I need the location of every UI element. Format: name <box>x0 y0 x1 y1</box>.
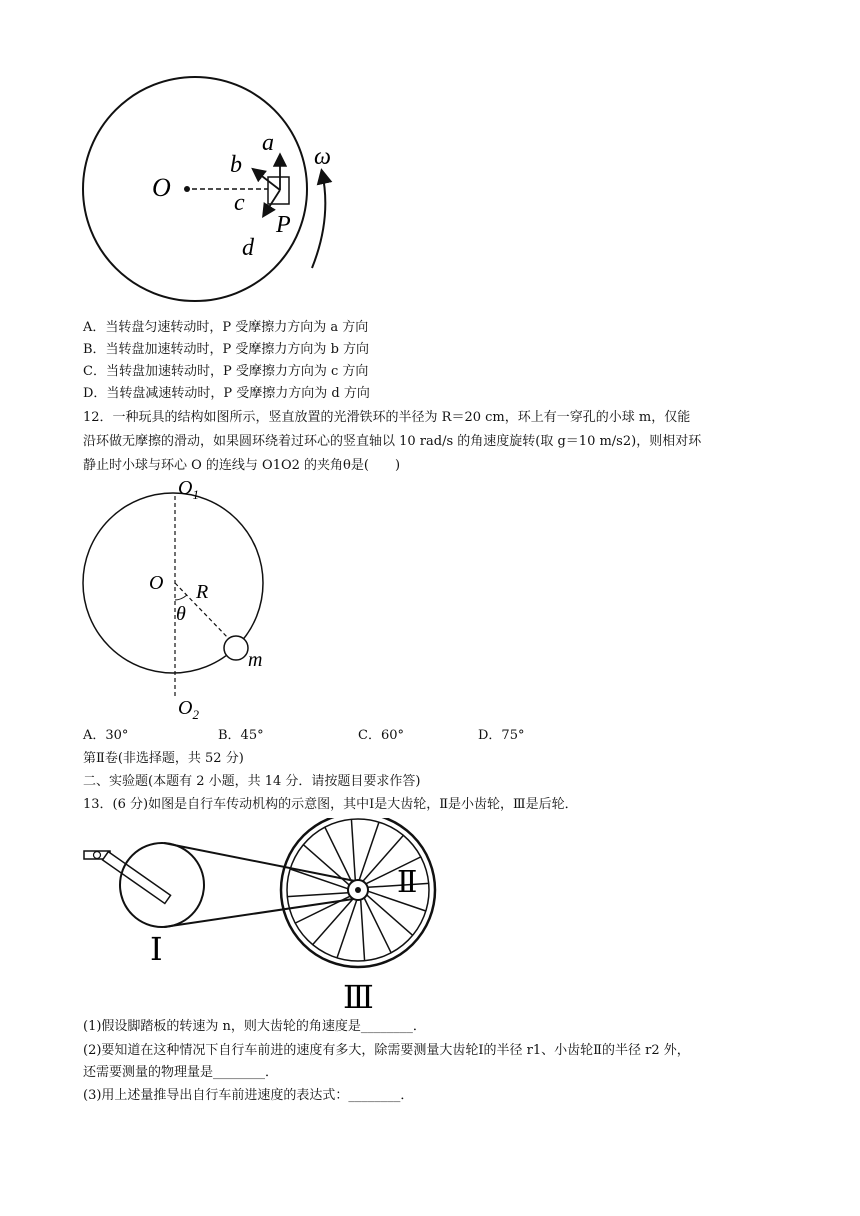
label-omega: ω <box>314 144 331 170</box>
label-p: P <box>276 212 291 238</box>
crank-arm <box>103 852 171 904</box>
wheel-spoke <box>303 845 349 885</box>
label-c: c <box>234 190 245 216</box>
chain-top <box>164 843 360 882</box>
q13-item-2a: (2)要知道在这种情况下自行车前进的速度有多大，除需要测量大齿轮Ⅰ的半径 r1、小齿轮Ⅱ的半径 r2 外， <box>83 1043 690 1058</box>
wheel-spoke <box>313 899 353 945</box>
bicycle-drive-figure <box>80 818 460 1018</box>
q11-option-c: C．当转盘加速转动时，P 受摩擦力方向为 c 方向 <box>83 364 369 379</box>
omega-arc <box>312 172 325 268</box>
q12-line-2: 沿环做无摩擦的滑动，如果圆环绕着过环心的竖直轴以 10 rad/s 的角速度旋转(取 g＝10 m/s2)，则相对环 <box>83 434 702 449</box>
label-gear-2: Ⅱ <box>397 866 418 899</box>
wheel-spoke <box>361 900 365 961</box>
q12-option-a: A．30° <box>83 728 129 743</box>
q11-option-b: B．当转盘加速转动时，P 受摩擦力方向为 b 方向 <box>83 342 370 357</box>
q12-option-c: C．60° <box>358 728 404 743</box>
label-d: d <box>242 235 254 261</box>
label-o2: $O_2$ <box>178 697 199 722</box>
big-gear <box>120 843 204 927</box>
label-wheel-3: Ⅲ <box>343 979 374 1015</box>
q13-intro: 13．(6 分)如图是自行车传动机构的示意图，其中Ⅰ是大齿轮，Ⅱ是小齿轮，Ⅲ是后轮． <box>83 797 578 812</box>
q13-item-1: (1)假设脚踏板的转速为 n，则大齿轮的角速度是________． <box>83 1019 426 1034</box>
q11-option-d: D．当转盘减速转动时，P 受摩擦力方向为 d 方向 <box>83 386 370 401</box>
q13-item-2b: 还需要测量的物理量是________． <box>83 1065 279 1080</box>
theta-arc <box>175 595 187 600</box>
section-heading: 二、实验题(本题有 2 小题，共 14 分．请按题目要求作答) <box>83 774 421 789</box>
q12-line-1: 12．一种玩具的结构如图所示，竖直放置的光滑铁环的半径为 R＝20 cm，环上有一穿孔的小球 m，仅能 <box>83 410 691 425</box>
label-m: m <box>248 649 263 671</box>
wheel-spoke <box>337 900 357 958</box>
block-p <box>268 177 289 204</box>
wheel-spoke <box>364 898 391 953</box>
label-o1: $O_1$ <box>178 477 199 502</box>
wheel-spoke <box>367 895 413 935</box>
bead-m <box>224 636 248 660</box>
q12-line-3: 静止时小球与环心 O 的连线与 O1O2 的夹角θ是( ) <box>83 458 401 473</box>
label-theta: θ <box>176 603 186 625</box>
label-a: a <box>262 130 274 156</box>
wheel-spoke <box>351 819 355 880</box>
q11-option-a: A．当转盘匀速转动时，P 受摩擦力方向为 a 方向 <box>83 320 369 335</box>
wheel-spoke <box>287 893 348 897</box>
ring-figure <box>70 474 300 724</box>
label-gear-1: Ⅰ <box>150 931 163 967</box>
q13-item-3: (3)用上述量推导出自行车前进速度的表达式：________． <box>83 1088 414 1103</box>
arrow-b <box>254 170 280 190</box>
label-o: O <box>152 173 171 202</box>
q12-option-b: B．45° <box>218 728 264 743</box>
wheel-spoke <box>359 822 379 880</box>
center-dot <box>184 186 190 192</box>
q12-option-d: D．75° <box>478 728 525 743</box>
label-o: O <box>149 572 164 594</box>
wheel-spoke <box>295 896 350 923</box>
label-b: b <box>230 152 242 178</box>
wheel-spoke <box>325 827 352 882</box>
section-title: 第Ⅱ卷(非选择题，共 52 分) <box>83 751 244 766</box>
label-r: R <box>196 581 209 603</box>
turntable-figure <box>70 70 350 310</box>
